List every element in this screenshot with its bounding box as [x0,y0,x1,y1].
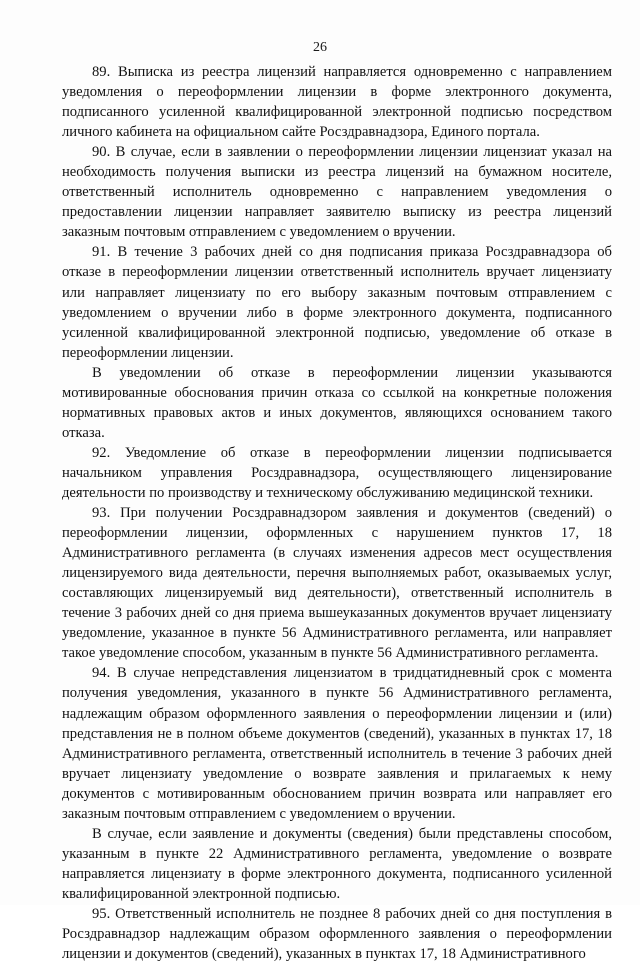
paragraph-89: 89. Выписка из реестра лицензий направляется одновременно с направлением уведомления о переоформлении лицензии в форме электронного документа, подписанного усиленной квалифицированной электронной подписью посредством личного кабинета на официальном сайте Росздравнадзора, Единого портала. [62,64,612,141]
paragraph-92: 92. Уведомление об отказе в переоформлении лицензии подписывается начальником управления Росздравнадзора, осуществляющего лицензирование деятельности по производству и техническому обслуживанию медицинской техники. [62,444,612,501]
paragraph-93: 93. При получении Росздравнадзором заявления и документов (сведений) о переоформлении лицензии, оформленных с нарушением пунктов 17, 18 Административного регламента (в случаях изменения адресов мест осуществления лицензируемого вида деятельности, перечня выполняемых работ, оказываемых услуг, составляющих лицензируемый вид деятельности), ответственный исполнитель в течение 3 рабочих дней со дня приема вышеуказанных документов вручает лицензиату уведомление, указанное в пункте 56 Административного регламента, или направляет такое уведомление способом, указанным в пункте 56 Административного регламента. [62,505,612,662]
paragraph-91: 91. В течение 3 рабочих дней со дня подписания приказа Росздравнадзора об отказе в переоформлении лицензии ответственный исполнитель вручает лицензиату или направляет лицензиату по его выбору заказным почтовым отправлением с уведомлением о вручении либо в форме электронного документа, подписанного усиленной квалифицированной электронной подписью, уведомление об отказе в переоформлении лицензии. [62,244,612,361]
paragraph-95: 95. Ответственный исполнитель не позднее 8 рабочих дней со дня поступления в Росздравнадзор надлежащим образом оформленного заявления о переоформлении лицензии и документов (сведений), указанных в пунктах 17, 18 Административного [62,905,612,963]
document-body [62,62,612,964]
paragraph-91-refusal-details: В уведомлении об отказе в переоформлении лицензии указываются мотивированные обоснования причин отказа со ссылкой на конкретные положения нормативных правовых актов и иных документов, являющихся основанием такого отказа. [62,364,612,441]
paragraph-94: 94. В случае непредставления лицензиатом в тридцатидневный срок с момента получения уведомления, указанного в пункте 56 Административного регламента, надлежащим образом оформленного заявления о переоформлении лицензии и (или) представления не в полном объеме документов (сведений), указанных в пунктах 17, 18 Административного регламента, ответственный исполнитель в течение 3 рабочих дней вручает лицензиату уведомление о возврате заявления и прилагаемых к нему документов с мотивированным обоснованием причин возврата или направляет его заказным почтовым отправлением с уведомлением о вручении. [62,665,612,822]
paragraph-94-electronic-return: В случае, если заявление и документы (сведения) были представлены способом, указанным в пункте 22 Административного регламента, уведомление о возврате направляется лицензиату в форме электронного документа, подписанного усиленной квалифицированной электронной подписью. [62,825,612,902]
paragraph-90: 90. В случае, если в заявлении о переоформлении лицензии лицензиат указал на необходимость получения выписки из реестра лицензий на бумажном носителе, ответственный исполнитель одновременно с направлением уведомления о предоставлении лицензии направляет заявителю выписку из реестра лицензий заказным почтовым отправлением с уведомлением о вручении. [62,144,612,241]
page-number: 26 [313,40,327,55]
